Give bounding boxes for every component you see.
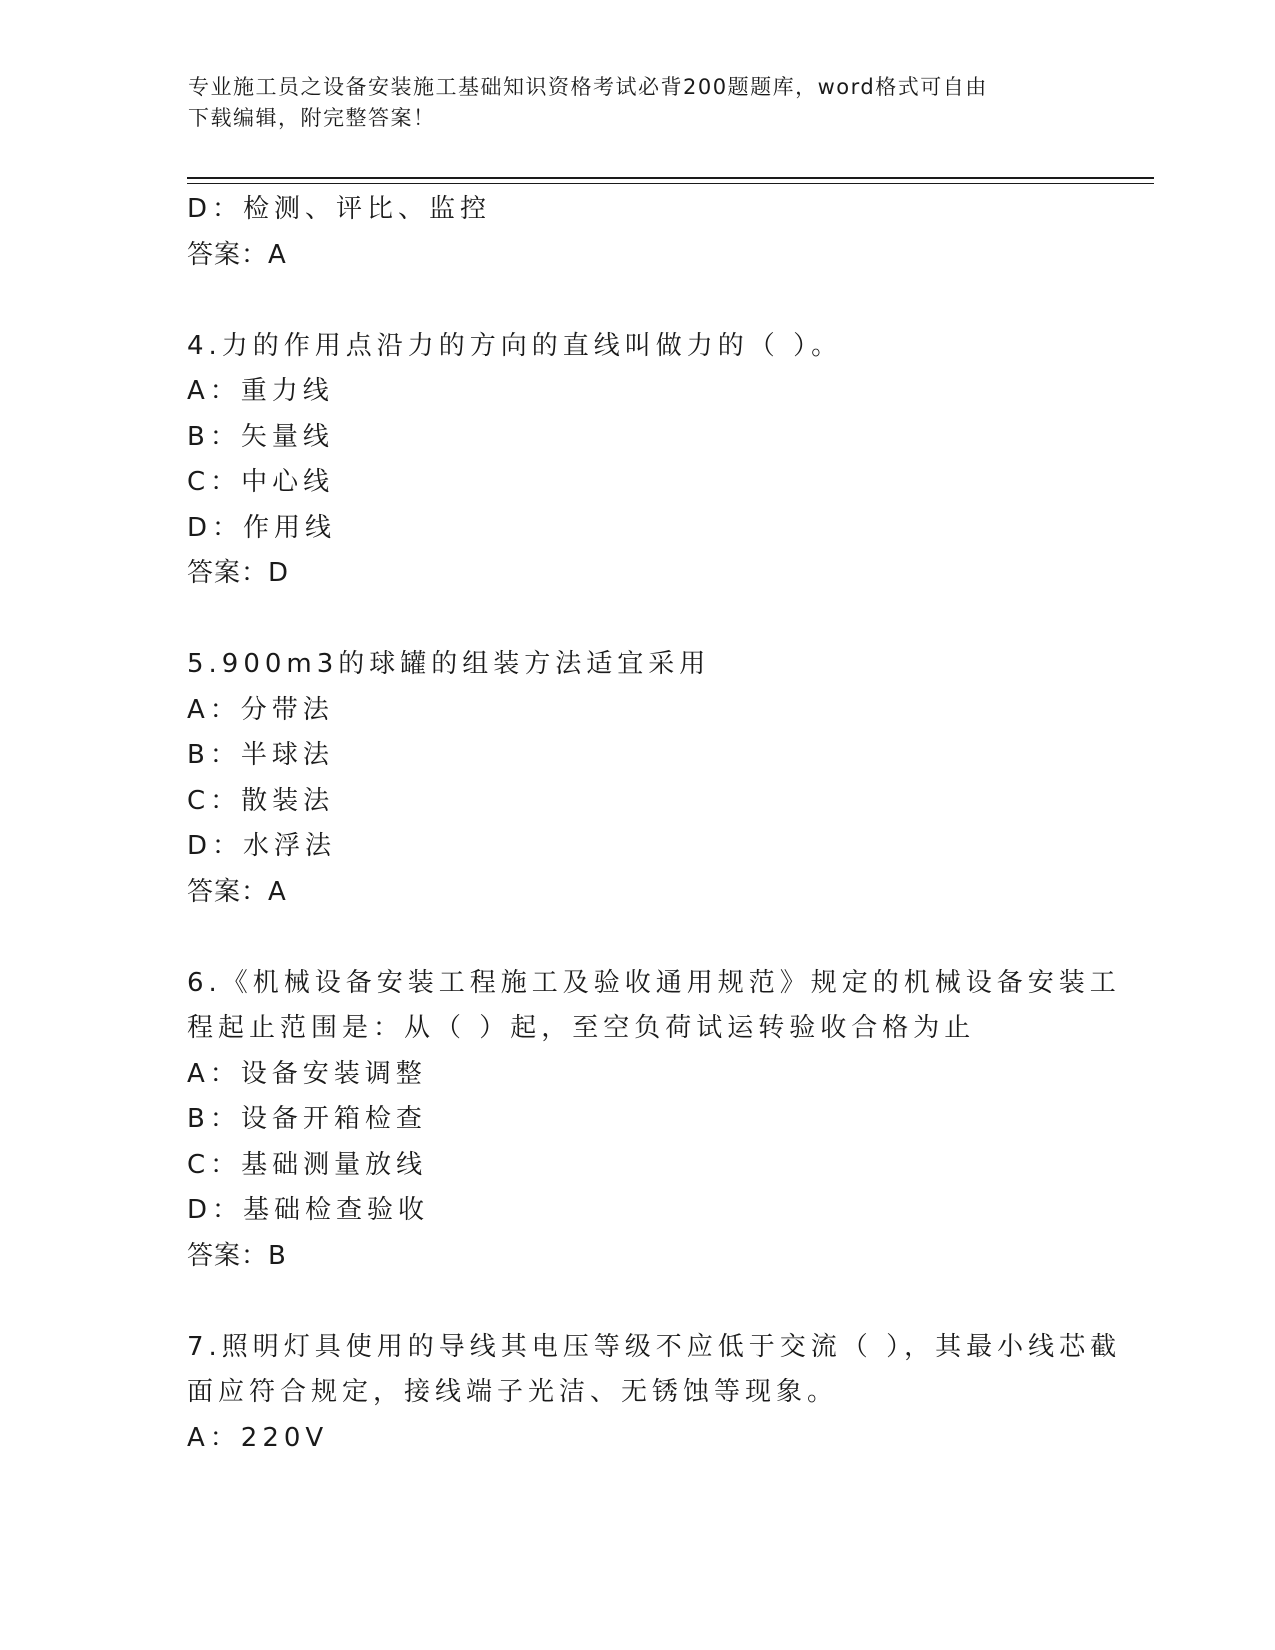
text-line: D：基础检查验收 xyxy=(187,1195,430,1225)
text-line: 6.《机械设备安装工程施工及验收通用规范》规定的机械设备安装工 xyxy=(187,967,1121,998)
text-line: C：中心线 xyxy=(187,467,335,497)
text-line: B：矢量线 xyxy=(187,421,334,452)
header-title-line-1: 专业施工员之设备安装施工基础知识资格考试必背200题题库，word格式可自由 xyxy=(188,75,988,99)
spacer xyxy=(187,278,1087,324)
text-line: C：散装法 xyxy=(187,785,335,816)
text-line: D：水浮法 xyxy=(187,831,337,861)
answer-line: 答案：A xyxy=(187,239,287,270)
text-line: B：设备开箱检查 xyxy=(187,1104,427,1134)
text-line: D：作用线 xyxy=(187,512,337,543)
text-line: 7.照明灯具使用的导线其电压等级不应低于交流（ ），其最小线芯截 xyxy=(187,1331,1122,1362)
text-line: 程起止范围是：从（ ）起，至空负荷试运转验收合格为止 xyxy=(187,1013,976,1043)
header-title-line-2: 下载编辑，附完整答案！ xyxy=(188,106,436,130)
text-line: 5.900m3的球罐的组装方法适宜采用 xyxy=(187,649,711,679)
text-line: A：分带法 xyxy=(187,694,334,725)
text-line: A：设备安装调整 xyxy=(187,1058,427,1089)
text-line: 4.力的作用点沿力的方向的直线叫做力的（ ）。 xyxy=(187,330,843,361)
header-rule-thin xyxy=(187,183,1154,184)
spacer xyxy=(187,1279,1087,1325)
header-rule-thick xyxy=(187,177,1154,179)
answer-line: 答案：A xyxy=(187,876,287,907)
text-line: A：重力线 xyxy=(187,376,334,406)
text-line: C：基础测量放线 xyxy=(187,1149,428,1180)
answer-line: 答案：B xyxy=(187,1240,287,1271)
text-line: B：半球法 xyxy=(187,740,334,770)
question-list xyxy=(187,187,1122,1461)
text-line: D：检测、评比、监控 xyxy=(187,194,492,224)
spacer xyxy=(187,915,1087,961)
document-header xyxy=(188,72,1088,134)
spacer xyxy=(187,597,1087,643)
text-line: A：220V xyxy=(187,1422,329,1453)
answer-line: 答案：D xyxy=(187,558,290,588)
text-line: 面应符合规定，接线端子光洁、无锈蚀等现象。 xyxy=(187,1377,839,1407)
